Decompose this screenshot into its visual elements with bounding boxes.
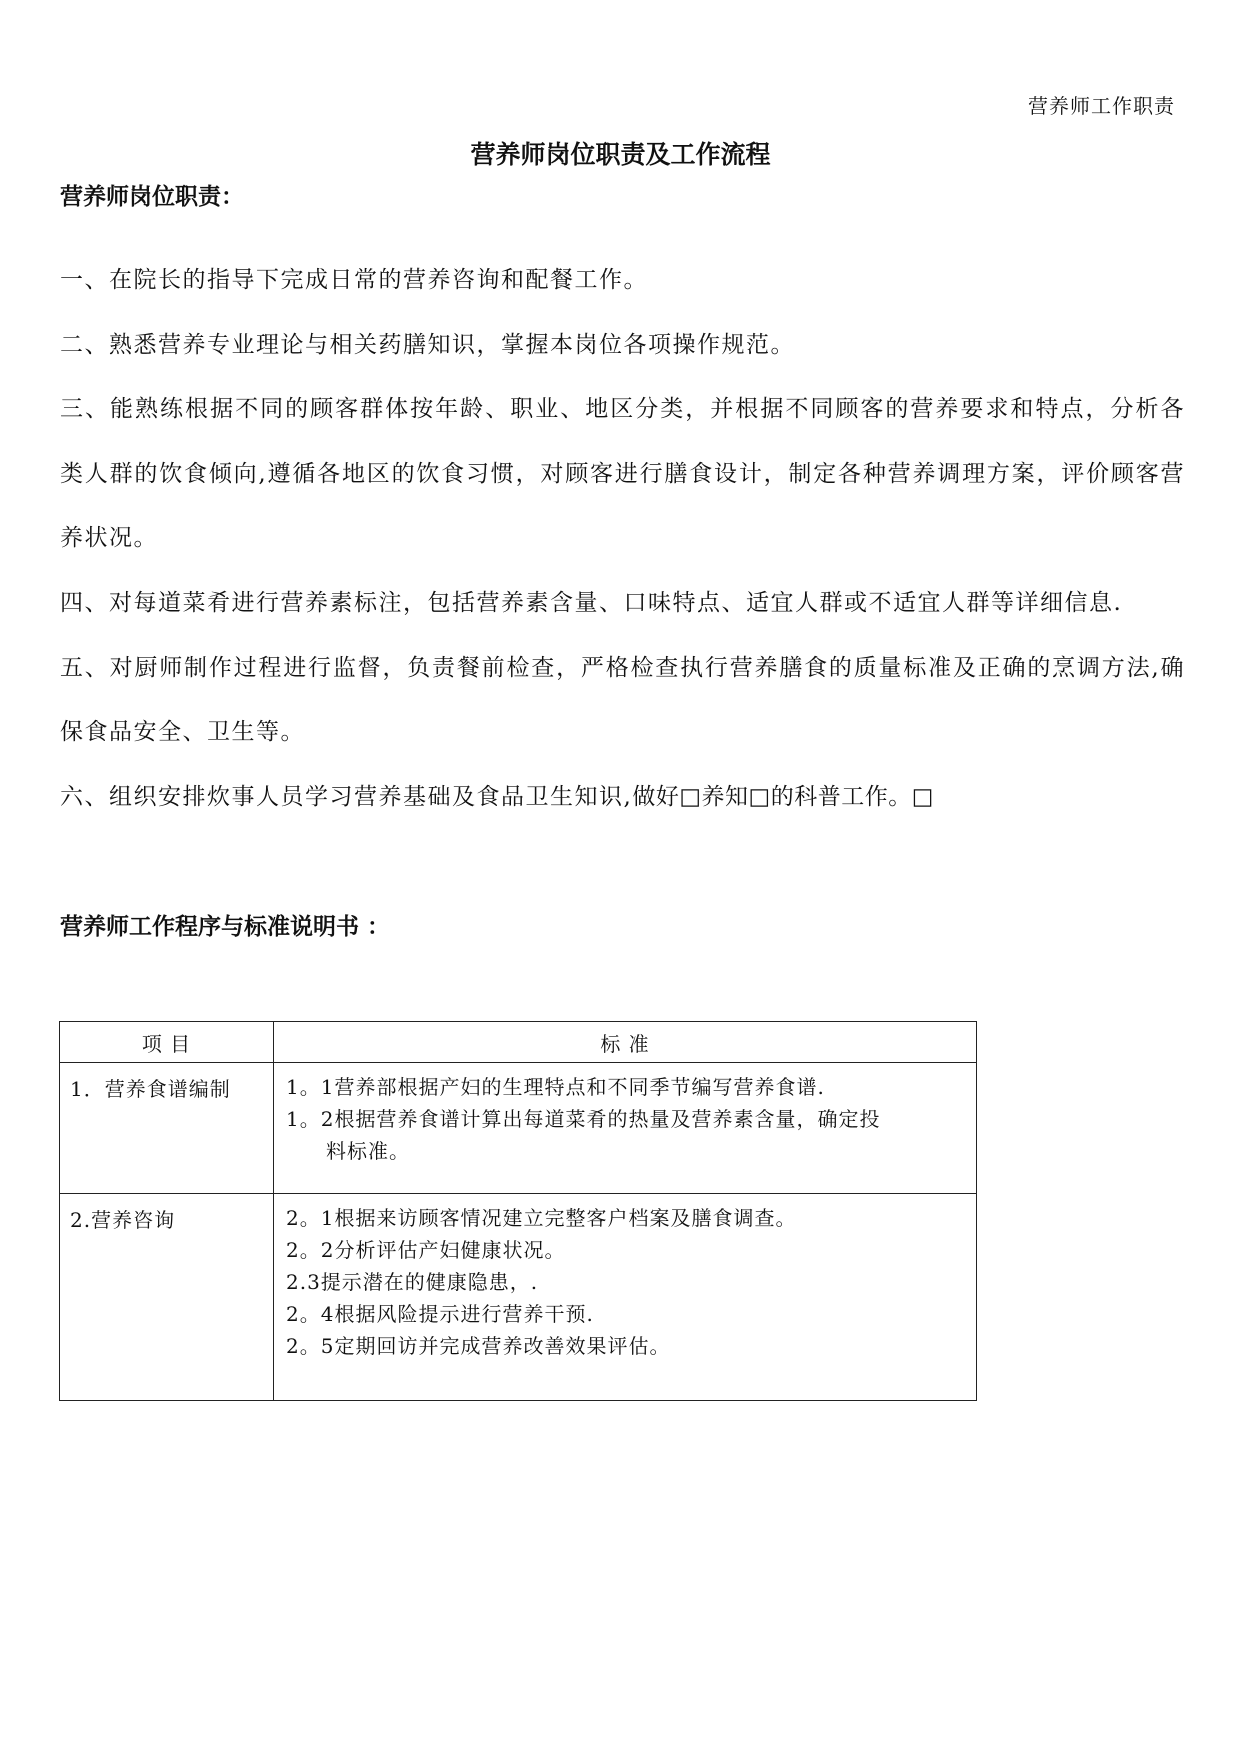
duty-item-6-text: 六、组织安排炊事人员学习营养基础及食品卫生知识, bbox=[60, 783, 633, 810]
duty-item-6 bbox=[60, 765, 1185, 830]
table-row bbox=[60, 1194, 977, 1401]
duty-item-4: 四、对每道菜肴进行营养素标注，包括营养素含量、口味特点、适宜人群或不适宜人群等详细信息. bbox=[60, 589, 1123, 616]
duty-item-6-tail: 做好□养知□的科普工作。□ bbox=[632, 783, 935, 810]
standard-line-continuation: 料标准。 bbox=[326, 1139, 410, 1163]
table-cell-item: 1．营养食谱编制 bbox=[60, 1063, 274, 1194]
standard-line: 2.3提示潜在的健康隐患，. bbox=[286, 1270, 539, 1294]
table-row bbox=[60, 1063, 977, 1194]
table-cell-standards bbox=[274, 1194, 977, 1401]
standard-line: 1。1营养部根据产妇的生理特点和不同季节编写营养食谱. bbox=[286, 1075, 825, 1099]
standard-line: 2。2分析评估产妇健康状况。 bbox=[286, 1238, 566, 1262]
duties-heading: 营养师岗位职责： bbox=[60, 184, 244, 210]
procedure-heading: 营养师工作程序与标准说明书 ： bbox=[60, 914, 391, 940]
table-header-item: 项 目 bbox=[60, 1022, 274, 1063]
standard-line bbox=[286, 1103, 966, 1167]
running-header: 营养师工作职责 bbox=[1028, 94, 1175, 118]
duty-item-3: 三、能熟练根据不同的顾客群体按年龄、职业、地区分类，并根据不同顾客的营养要求和特点，分析各类人群的饮食倾向,遵循各地区的饮食习惯，对顾客进行膳食设计，制定各种营养调理方案，评价顾客营养状况。 bbox=[60, 396, 1185, 552]
standard-line: 2。5定期回访并完成营养改善效果评估。 bbox=[286, 1334, 671, 1358]
table-header-row bbox=[60, 1022, 977, 1063]
duty-item-2: 二、熟悉营养专业理论与相关药膳知识，掌握本岗位各项操作规范。 bbox=[60, 331, 795, 358]
duty-item-5: 五、对厨师制作过程进行监督，负责餐前检查，严格检查执行营养膳食的质量标准及正确的烹调方法,确保食品安全、卫生等。 bbox=[60, 654, 1185, 746]
table-cell-standards bbox=[274, 1063, 977, 1194]
duties-list bbox=[60, 248, 1185, 829]
standard-line: 2。1根据来访顾客情况建立完整客户档案及膳食调查。 bbox=[286, 1206, 797, 1230]
document-title: 营养师岗位职责及工作流程 bbox=[470, 140, 771, 169]
table-header-standard: 标 准 bbox=[274, 1022, 977, 1063]
table-cell-item: 2.营养咨询 bbox=[60, 1194, 274, 1401]
standard-line-text: 1。2根据营养食谱计算出每道菜肴的热量及营养素含量，确定投 bbox=[286, 1107, 881, 1131]
duty-item-1: 一、在院长的指导下完成日常的营养咨询和配餐工作。 bbox=[60, 267, 648, 293]
standard-line: 2。4根据风险提示进行营养干预. bbox=[286, 1302, 594, 1326]
procedure-standards-table bbox=[59, 1021, 977, 1401]
